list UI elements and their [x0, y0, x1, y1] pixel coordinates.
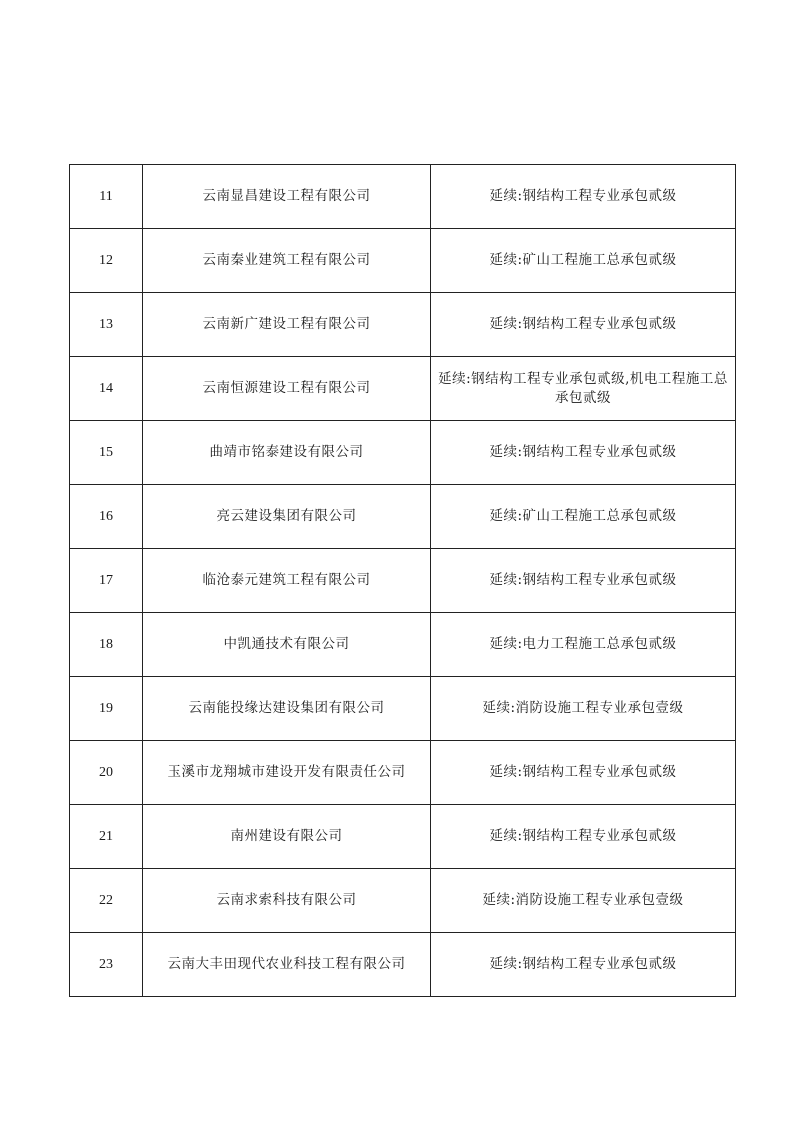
table-row	[70, 357, 736, 421]
company-name: 临沧泰元建筑工程有限公司	[143, 549, 431, 613]
row-number: 16	[70, 485, 143, 549]
row-number: 14	[70, 357, 143, 421]
table-row	[70, 421, 736, 485]
qualification-table	[69, 164, 736, 997]
qualification-item: 延续:钢结构工程专业承包贰级	[431, 933, 736, 997]
table-row	[70, 165, 736, 229]
company-name: 亮云建设集团有限公司	[143, 485, 431, 549]
qualification-item: 延续:钢结构工程专业承包贰级	[431, 549, 736, 613]
qualification-item: 延续:矿山工程施工总承包贰级	[431, 229, 736, 293]
row-number: 20	[70, 741, 143, 805]
qualification-item: 延续:钢结构工程专业承包贰级,机电工程施工总承包贰级	[431, 357, 736, 421]
company-name: 南州建设有限公司	[143, 805, 431, 869]
row-number: 11	[70, 165, 143, 229]
table-row	[70, 229, 736, 293]
company-name: 云南显昌建设工程有限公司	[143, 165, 431, 229]
table-row	[70, 741, 736, 805]
qualification-item: 延续:消防设施工程专业承包壹级	[431, 677, 736, 741]
company-name: 云南大丰田现代农业科技工程有限公司	[143, 933, 431, 997]
table-row	[70, 293, 736, 357]
qualification-item: 延续:电力工程施工总承包贰级	[431, 613, 736, 677]
company-name: 玉溪市龙翔城市建设开发有限责任公司	[143, 741, 431, 805]
qualification-item: 延续:钢结构工程专业承包贰级	[431, 805, 736, 869]
table-row	[70, 549, 736, 613]
qualification-item: 延续:钢结构工程专业承包贰级	[431, 165, 736, 229]
company-name: 中凯通技术有限公司	[143, 613, 431, 677]
row-number: 21	[70, 805, 143, 869]
table-row	[70, 485, 736, 549]
row-number: 18	[70, 613, 143, 677]
row-number: 22	[70, 869, 143, 933]
table-row	[70, 805, 736, 869]
row-number: 17	[70, 549, 143, 613]
company-name: 云南恒源建设工程有限公司	[143, 357, 431, 421]
table-row	[70, 933, 736, 997]
company-name: 云南能投缘达建设集团有限公司	[143, 677, 431, 741]
table-row	[70, 613, 736, 677]
company-name: 云南新广建设工程有限公司	[143, 293, 431, 357]
table-row	[70, 869, 736, 933]
row-number: 15	[70, 421, 143, 485]
row-number: 12	[70, 229, 143, 293]
qualification-item: 延续:钢结构工程专业承包贰级	[431, 421, 736, 485]
qualification-item: 延续:钢结构工程专业承包贰级	[431, 293, 736, 357]
row-number: 23	[70, 933, 143, 997]
qualification-item: 延续:钢结构工程专业承包贰级	[431, 741, 736, 805]
qualification-item: 延续:矿山工程施工总承包贰级	[431, 485, 736, 549]
row-number: 13	[70, 293, 143, 357]
row-number: 19	[70, 677, 143, 741]
table-row	[70, 677, 736, 741]
company-name: 云南秦业建筑工程有限公司	[143, 229, 431, 293]
company-name: 曲靖市铭泰建设有限公司	[143, 421, 431, 485]
company-name: 云南求索科技有限公司	[143, 869, 431, 933]
qualification-item: 延续:消防设施工程专业承包壹级	[431, 869, 736, 933]
